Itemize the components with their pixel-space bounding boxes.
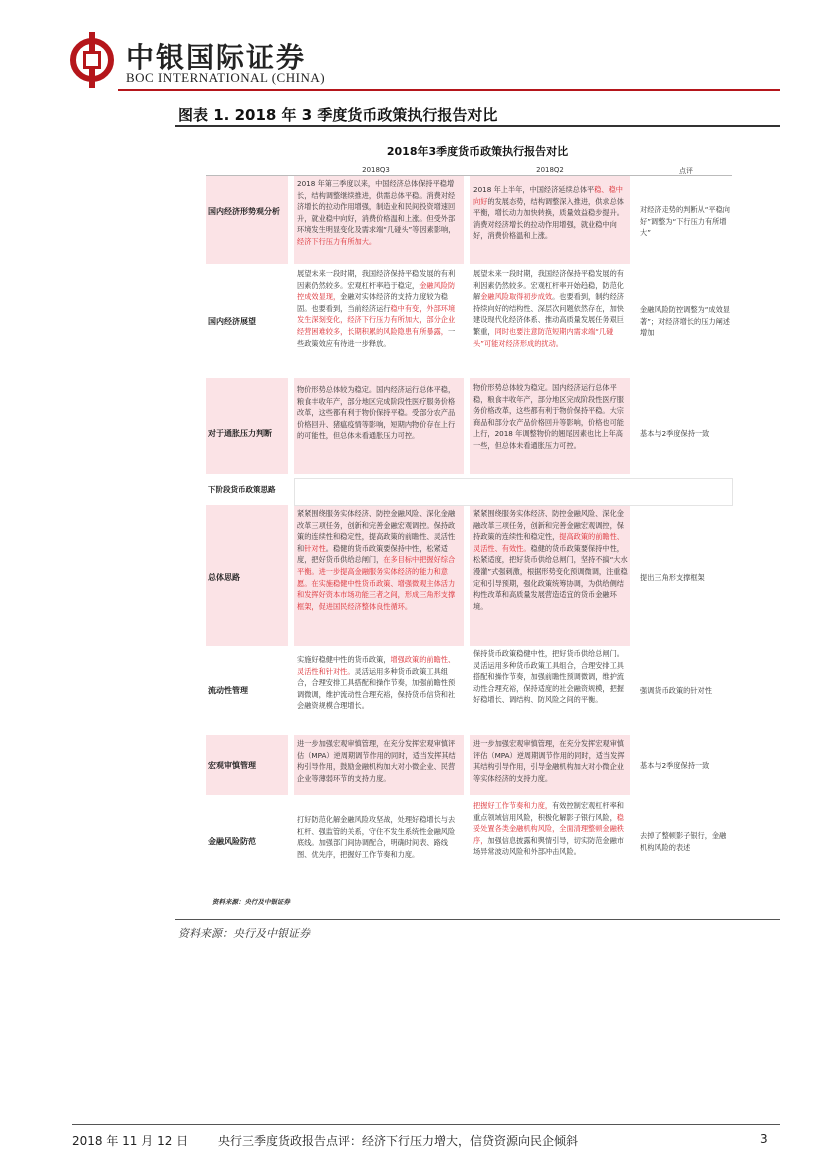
row-label-inflation: 对于通胀压力判断 bbox=[208, 429, 272, 438]
cell-text-segment: 金融对实体经济的支持力度较为稳固。也要看到，当前经济运行 bbox=[297, 292, 448, 313]
cell-text-segment: 增强政策的前瞻性、灵活性和针对性。 bbox=[297, 655, 456, 676]
row-bg-3 bbox=[206, 378, 288, 474]
cell-text-segment: 稳中有变，外部环境发生深刻变化，经济下行压力有所加大，部分企业经营困难较多，长期积累的风险隐患有所暴露， bbox=[297, 303, 456, 336]
cell-text-segment: 紧紧围绕服务实体经济、防控金融风险、深化金融改革三项任务，创新和完善金融宏观调控，保持政策的连续性和稳定性， bbox=[473, 509, 624, 542]
cell-text-segment: 稳健的货币政策要保持中性，松紧适度，把好货币供给总闸门，坚持不搞“大水漫灌”式强刺激，根据形势变化预调微调，注重稳定和引导预期，强化政策统筹协调，为供给侧结构性改革和高质量发展营造适宜的货币金融环境。 bbox=[473, 543, 628, 611]
row-bg-1 bbox=[206, 176, 288, 264]
comment-outlook: 金融风险防控调整为“成效显著”；对经济增长的压力阐述增加 bbox=[640, 305, 730, 338]
row-label-overall: 总体思路 bbox=[208, 573, 240, 582]
cell-text-segment: 保持货币政策稳健中性，把好货币供给总闸门。灵活运用多种货币政策工具组合，合理安排工具搭配和操作节奏，加强前瞻性预调微调，维护流动性合理充裕，保持适度的社会融资规模，把握好稳增长、调结构、防风险之间的平衡。 bbox=[473, 649, 624, 705]
cell-q3-macroprudential bbox=[297, 738, 462, 784]
comment-overall: 提出三角形支撑框架 bbox=[640, 573, 705, 582]
table-inner-source: 资料来源：央行及中银证券 bbox=[212, 898, 290, 906]
cell-text-segment: 稳妥处置各类金融机构风险，全面清理整顿金融秩序， bbox=[473, 812, 624, 845]
cell-text-segment: 金融风险防控成效显现， bbox=[297, 280, 456, 302]
cell-q3-inflation bbox=[297, 384, 462, 442]
figure-bottom-rule bbox=[175, 919, 780, 920]
footer-date: 2018 年 11 月 12 日 bbox=[72, 1134, 189, 1148]
cell-q2-outlook bbox=[473, 268, 629, 349]
section-divider-box bbox=[294, 478, 733, 506]
page-number: 3 bbox=[760, 1132, 768, 1146]
cell-text-segment: 。稳健的货币政策要保持中性，松紧适度，把好货币供给总闸门， bbox=[297, 543, 448, 565]
cell-text-segment: 实施好稳健中性的货币政策， bbox=[297, 655, 391, 664]
row-label-outlook: 国内经济展望 bbox=[208, 317, 256, 326]
cell-q2-macroprudential bbox=[473, 738, 629, 784]
cell-text-segment: 加强信息披露和舆情引导，切实防范金融市场异常波动风险和外部冲击风险。 bbox=[473, 835, 624, 857]
footer-divider bbox=[72, 1124, 780, 1125]
cell-text-segment: 稳、稳中向好 bbox=[473, 185, 623, 206]
cell-q2-risk bbox=[473, 800, 629, 858]
row-label-risk: 金融风险防范 bbox=[208, 837, 256, 846]
column-header-q3: 2018Q3 bbox=[362, 166, 390, 174]
cell-text-segment: 灵活运用多种货币政策工具组合，合理安排工具搭配和操作节奏，加强前瞻性预调微调，维护流动性合理充裕，保持货币信贷和社会融资规模合理增长。 bbox=[297, 666, 456, 711]
footer-report-title: 央行三季度货政报告点评：经济下行压力增大，信贷资源向民企倾斜 bbox=[218, 1134, 579, 1148]
cell-text-segment: 紧紧围绕服务实体经济、防控金融风险、深化金融改革三项任务，创新和完善金融宏观调控。保持政策的连续性和稳定性，提高政策的前瞻性、灵活性和 bbox=[297, 509, 456, 553]
boc-logo-square bbox=[83, 51, 101, 69]
comment-risk: 去掉了整顿影子银行，金融机构风险的表述 bbox=[640, 831, 727, 852]
cell-text-segment: 有效控制宏观杠杆率和重点领域信用风险，积极化解影子银行风险， bbox=[473, 801, 624, 822]
cell-text-segment: 把握好工作节奏和力度， bbox=[473, 801, 553, 810]
column-header-q2: 2018Q2 bbox=[536, 166, 564, 174]
cell-text-segment: 的发展态势，结构调整深入推进，供求总体平衡，增长动力加快转换，质量效益稳步提升。消费对经济增长的拉动作用增强，就业稳中向好，消费价格温和上涨。 bbox=[473, 196, 624, 241]
cell-q2-liquidity bbox=[473, 648, 629, 706]
cell-text-segment: 2018 年上半年，中国经济延续总体平 bbox=[473, 185, 595, 194]
cell-text-segment: 针对性 bbox=[304, 543, 326, 553]
cell-text-segment: 物价形势总体较为稳定。国内经济运行总体平稳，粮食丰收年产，部分地区完成阶段性医疗服务价格改革，这些都有利于物价保持平稳。受部分农产品价格回升、猪瘟疫情等影响，短期内物价存在上行的可能性，但总体未看通胀压力可控。 bbox=[297, 385, 456, 441]
cell-q2-overall bbox=[473, 508, 629, 612]
cell-q2-economy bbox=[473, 184, 629, 242]
cell-q3-overall bbox=[297, 508, 462, 612]
brand-name-cn: 中银国际证券 bbox=[126, 41, 307, 74]
figure-title: 图表 1. 2018 年 3 季度货币政策执行报告对比 bbox=[178, 106, 498, 124]
comment-economy: 对经济走势的判断从“平稳向好”调整为“下行压力有所增大” bbox=[640, 205, 730, 238]
cell-text-segment: 金融风险取得初步成效 bbox=[480, 292, 553, 302]
comment-macroprudential: 基本与2季度保持一致 bbox=[640, 761, 710, 770]
figure-source: 资料来源：央行及中银证券 bbox=[178, 927, 310, 940]
row-label-macroprudential: 宏观审慎管理 bbox=[208, 761, 256, 770]
table-title: 2018年3季度货币政策执行报告对比 bbox=[386, 145, 569, 158]
figure-top-rule bbox=[175, 125, 780, 127]
cell-text-segment: 进一步加强宏观审慎管理，在充分发挥宏观审慎评估（MPA）逆周期调节作用的同时，适当发挥其结构引导作用，引导金融机构加大对小微企业等实体经济的支持力度。 bbox=[473, 739, 625, 783]
row-label-economy: 国内经济形势观分析 bbox=[208, 207, 280, 216]
cell-q3-outlook bbox=[297, 268, 462, 349]
cell-q3-liquidity bbox=[297, 654, 462, 712]
cell-text-segment: 进一步加强宏观审慎管理，在充分发挥宏观审慎评估（MPA）逆周期调节作用的同时，适当发挥其结构引导作用，鼓励金融机构加大对小微企业、民营企业等薄弱环节的支持力度。 bbox=[297, 739, 456, 783]
cell-q2-inflation bbox=[473, 382, 629, 452]
cell-text-segment: 2018 年第三季度以来，中国经济总体保持平稳增长，结构调整继续推进，供需总体平稳。消费对经济增长的拉动作用增强，制造业和民间投资增速回升，就业稳中向好，消费价格温和上涨。但受外部环境发生明显变化及需求端“几碰头”等因素影响， bbox=[297, 179, 456, 235]
cell-text-segment: 展望未来一段时期，我国经济保持平稳发展的有利因素仍然较多。宏观杠杆率开始趋稳，防范化解 bbox=[473, 269, 624, 302]
comment-inflation: 基本与2季度保持一致 bbox=[640, 429, 710, 438]
cell-text-segment: 在多目标中把握好综合平衡。进一步提高金融服务实体经济的能力和意愿。在实施稳健中性货币政策、增强微观主体活力和发挥好资本市场功能三者之间，形成三角形支撑框架，促进国民经济整体良性循环。 bbox=[297, 555, 456, 611]
cell-q3-risk bbox=[297, 814, 462, 860]
row-label-liquidity: 流动性管理 bbox=[208, 686, 248, 695]
row-label-next-policy: 下阶段货币政策思路 bbox=[208, 485, 276, 494]
brand-name-en: BOC INTERNATIONAL (CHINA) bbox=[126, 70, 326, 85]
cell-text-segment: 。也要看到，制约经济持续向好的结构性、深层次问题依然存在，加快建设现代化经济体系、推动高质量发展任务艰巨繁重， bbox=[473, 292, 624, 336]
cell-text-segment: 打好防范化解金融风险攻坚战，处理好稳增长与去杠杆、强监管的关系，守住不发生系统性金融风险底线。加强部门间协调配合，明确时间表、路线图、优先序，把握好工作节奏和力度。 bbox=[297, 815, 456, 859]
cell-q3-economy bbox=[297, 178, 462, 248]
column-header-comment: 点评 bbox=[679, 167, 693, 175]
cell-text-segment: 展望未来一段时期，我国经济保持平稳发展的有利因素仍然较多。宏观杠杆率趋于稳定， bbox=[297, 269, 456, 290]
cell-text-segment: 提高政策的前瞻性、灵活性、有效性。 bbox=[473, 532, 624, 553]
comment-liquidity: 强调货币政策的针对性 bbox=[640, 686, 712, 695]
header-divider bbox=[118, 89, 780, 91]
cell-text-segment: 经济下行压力有所加大。 bbox=[297, 236, 377, 246]
cell-text-segment: 一些政策效应有待进一步释放。 bbox=[297, 326, 456, 348]
cell-text-segment: 同时也要注意防范短期内需求端“几碰头”可能对经济形成的扰动。 bbox=[473, 326, 614, 348]
cell-text-segment: 物价形势总体较为稳定。国内经济运行总体平稳，粮食丰收年产，部分地区完成阶段性医疗服务价格改革，这些都有利于物价保持平稳。大宗商品和部分农产品价格回升等影响，价格也可能上行，2018 年调整物价的翘尾因素也比上年高一些，但总体未看通胀压力可控。 bbox=[473, 383, 624, 450]
